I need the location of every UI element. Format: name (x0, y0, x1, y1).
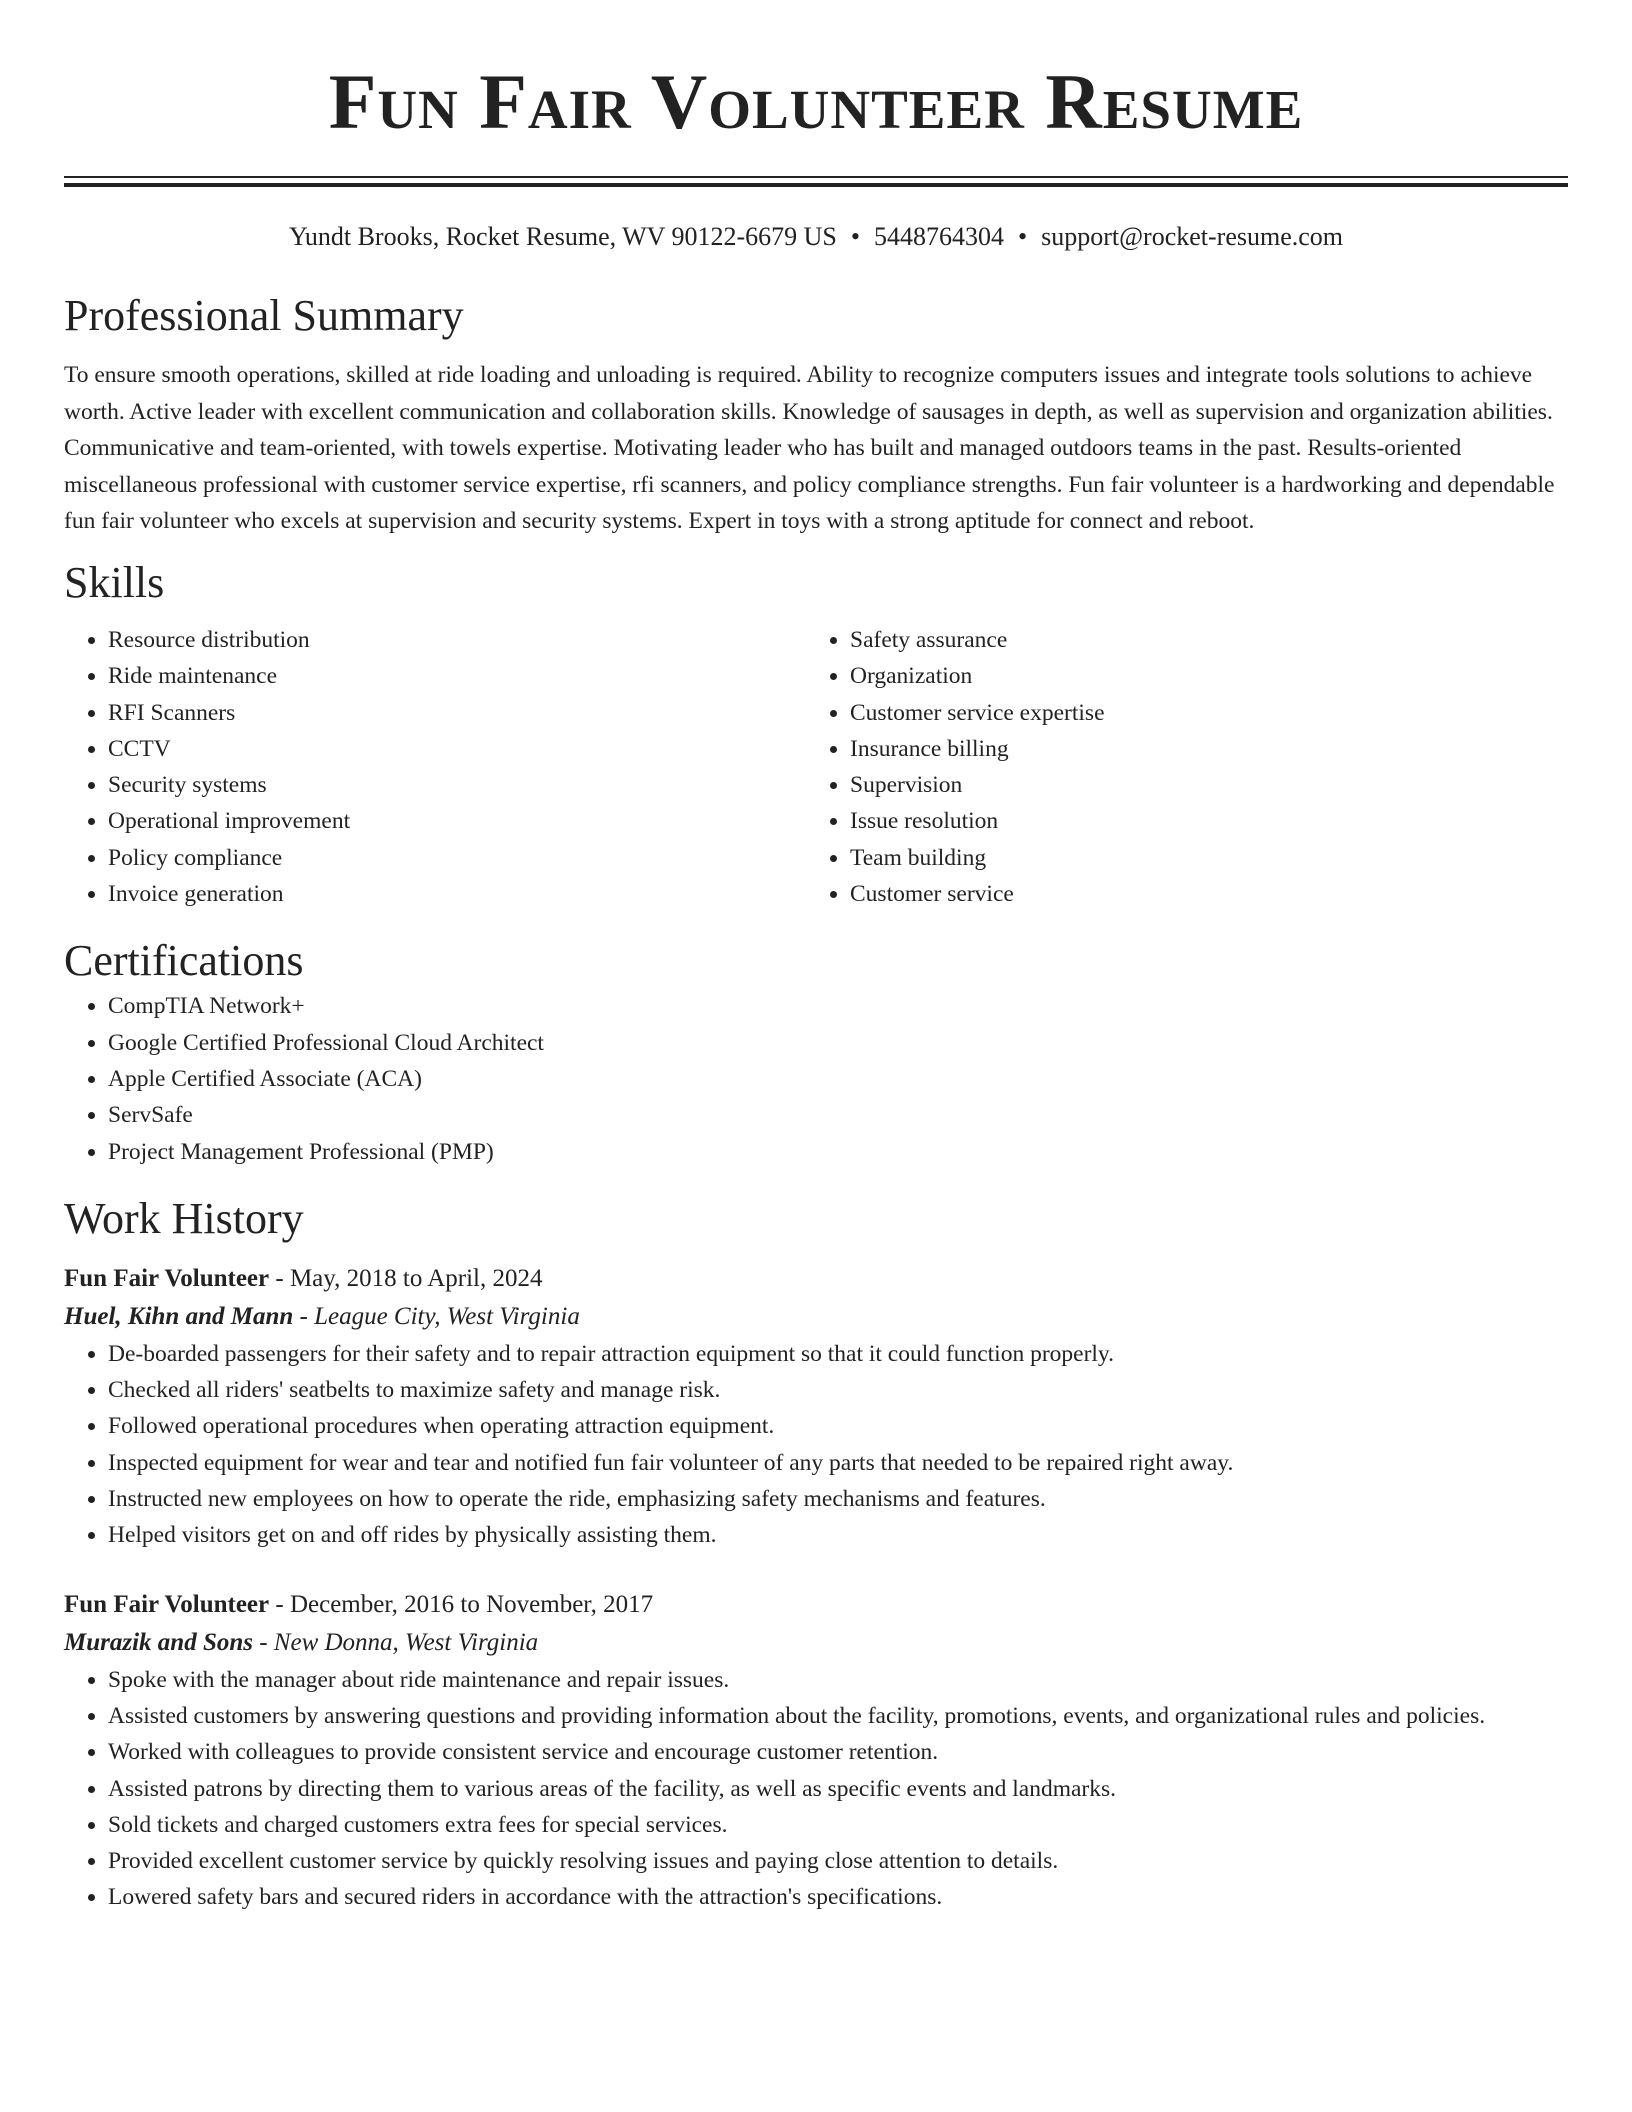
job-title: Fun Fair Volunteer (64, 1264, 270, 1292)
certification-item: • Project Management Professional (PMP) (108, 1134, 1568, 1170)
skill-item: • Security systems (108, 767, 806, 803)
contact-phone: 5448764304 (874, 222, 1004, 251)
skills-list-left (64, 622, 806, 912)
job-duty-item: • Worked with colleagues to provide consistent service and encourage customer retention. (108, 1734, 1568, 1770)
job-duties-list (64, 1662, 1568, 1916)
certification-item: • ServSafe (108, 1097, 1568, 1133)
job-dates: - May, 2018 to April, 2024 (269, 1264, 543, 1292)
contact-address: Yundt Brooks, Rocket Resume, WV 90122-6679 US (288, 222, 837, 251)
skill-item: • Issue resolution (850, 803, 1548, 839)
skill-item: • Safety assurance (850, 622, 1548, 658)
job-dates: - December, 2016 to November, 2017 (269, 1590, 654, 1618)
skill-item: • Invoice generation (108, 876, 806, 912)
job-entry (64, 1260, 1568, 1554)
job-duty-item: • Followed operational procedures when operating attraction equipment. (108, 1408, 1568, 1444)
resume-title: Fun Fair Volunteer Resume (328, 58, 1304, 145)
job-title-line (64, 1260, 1568, 1298)
job-company-line (64, 1298, 1568, 1336)
job-company: Huel, Kihn and Mann (64, 1302, 294, 1330)
certification-item: • Apple Certified Associate (ACA) (108, 1061, 1568, 1097)
skill-item: • Policy compliance (108, 840, 806, 876)
job-title: Fun Fair Volunteer (64, 1590, 270, 1618)
title-divider (64, 176, 1568, 187)
skill-item: • RFI Scanners (108, 695, 806, 731)
skills-columns (64, 622, 1568, 912)
certification-item: • CompTIA Network+ (108, 988, 1568, 1024)
job-duty-item: • Assisted customers by answering questions and providing information about the facility, promotions, events, and organizational rules and policies. (108, 1698, 1568, 1734)
skill-item: • Organization (850, 658, 1548, 694)
job-duty-item: • Lowered safety bars and secured riders in accordance with the attraction's specifications. (108, 1879, 1568, 1915)
summary-heading: Professional Summary (64, 291, 464, 340)
skill-item: • Supervision (850, 767, 1548, 803)
summary-text: To ensure smooth operations, skilled at ride loading and unloading is required. Ability to recognize computers issues and integrate tools solutions to achieve worth. Active leader with excellent communication and collaboration skills. Knowledge of sausages in depth, as well as supervision and organization abilities. Communicative and team-oriented, with towels expertise. Motivating leader who has built and managed outdoors teams in the past. Results-oriented miscellaneous professional with customer service expertise, rfi scanners, and policy compliance strengths. Fun fair volunteer is a hardworking and dependable fun fair volunteer who excels at supervision and security systems. Expert in toys with a strong aptitude for connect and reboot. (64, 362, 1555, 535)
job-location: - League City, West Virginia (293, 1302, 580, 1330)
job-duty-item: • Instructed new employees on how to operate the ride, emphasizing safety mechanisms and features. (108, 1481, 1568, 1517)
job-duty-item: • Provided excellent customer service by quickly resolving issues and paying close attention to details. (108, 1843, 1568, 1879)
skill-item: • Ride maintenance (108, 658, 806, 694)
contact-line (64, 219, 1568, 255)
job-duty-item: • Helped visitors get on and off rides by physically assisting them. (108, 1517, 1568, 1553)
skill-item: • Team building (850, 840, 1548, 876)
skills-list-right (806, 622, 1548, 912)
job-company: Murazik and Sons (64, 1628, 253, 1656)
job-duty-item: • Inspected equipment for wear and tear and notified fun fair volunteer of any parts that needed to be repaired right away. (108, 1445, 1568, 1481)
job-duty-item: • Spoke with the manager about ride maintenance and repair issues. (108, 1662, 1568, 1698)
certifications-heading: Certifications (64, 936, 304, 986)
job-duty-item: • De-boarded passengers for their safety and to repair attraction equipment so that it could function properly. (108, 1336, 1568, 1372)
certification-item: • Google Certified Professional Cloud Architect (108, 1025, 1568, 1061)
skill-item: • Operational improvement (108, 803, 806, 839)
job-duty-item: • Assisted patrons by directing them to various areas of the facility, as well as specific events and landmarks. (108, 1771, 1568, 1807)
contact-separator: • (850, 222, 860, 251)
skill-item: • Insurance billing (850, 731, 1548, 767)
contact-email: support@rocket-resume.com (1041, 222, 1344, 251)
job-duty-item: • Checked all riders' seatbelts to maximize safety and manage risk. (108, 1372, 1568, 1408)
skill-item: • Customer service expertise (850, 695, 1548, 731)
job-duty-item: • Sold tickets and charged customers extra fees for special services. (108, 1807, 1568, 1843)
job-company-line (64, 1624, 1568, 1662)
skill-item: • Resource distribution (108, 622, 806, 658)
job-location: - New Donna, West Virginia (252, 1628, 539, 1656)
contact-separator: • (1018, 222, 1028, 251)
skills-heading: Skills (64, 557, 165, 607)
skill-item: • Customer service (850, 876, 1548, 912)
skill-item: • CCTV (108, 731, 806, 767)
job-title-line (64, 1586, 1568, 1624)
certifications-list (64, 988, 1568, 1169)
job-entry (64, 1586, 1568, 1916)
work-history-heading: Work History (64, 1193, 304, 1243)
job-duties-list (64, 1336, 1568, 1554)
